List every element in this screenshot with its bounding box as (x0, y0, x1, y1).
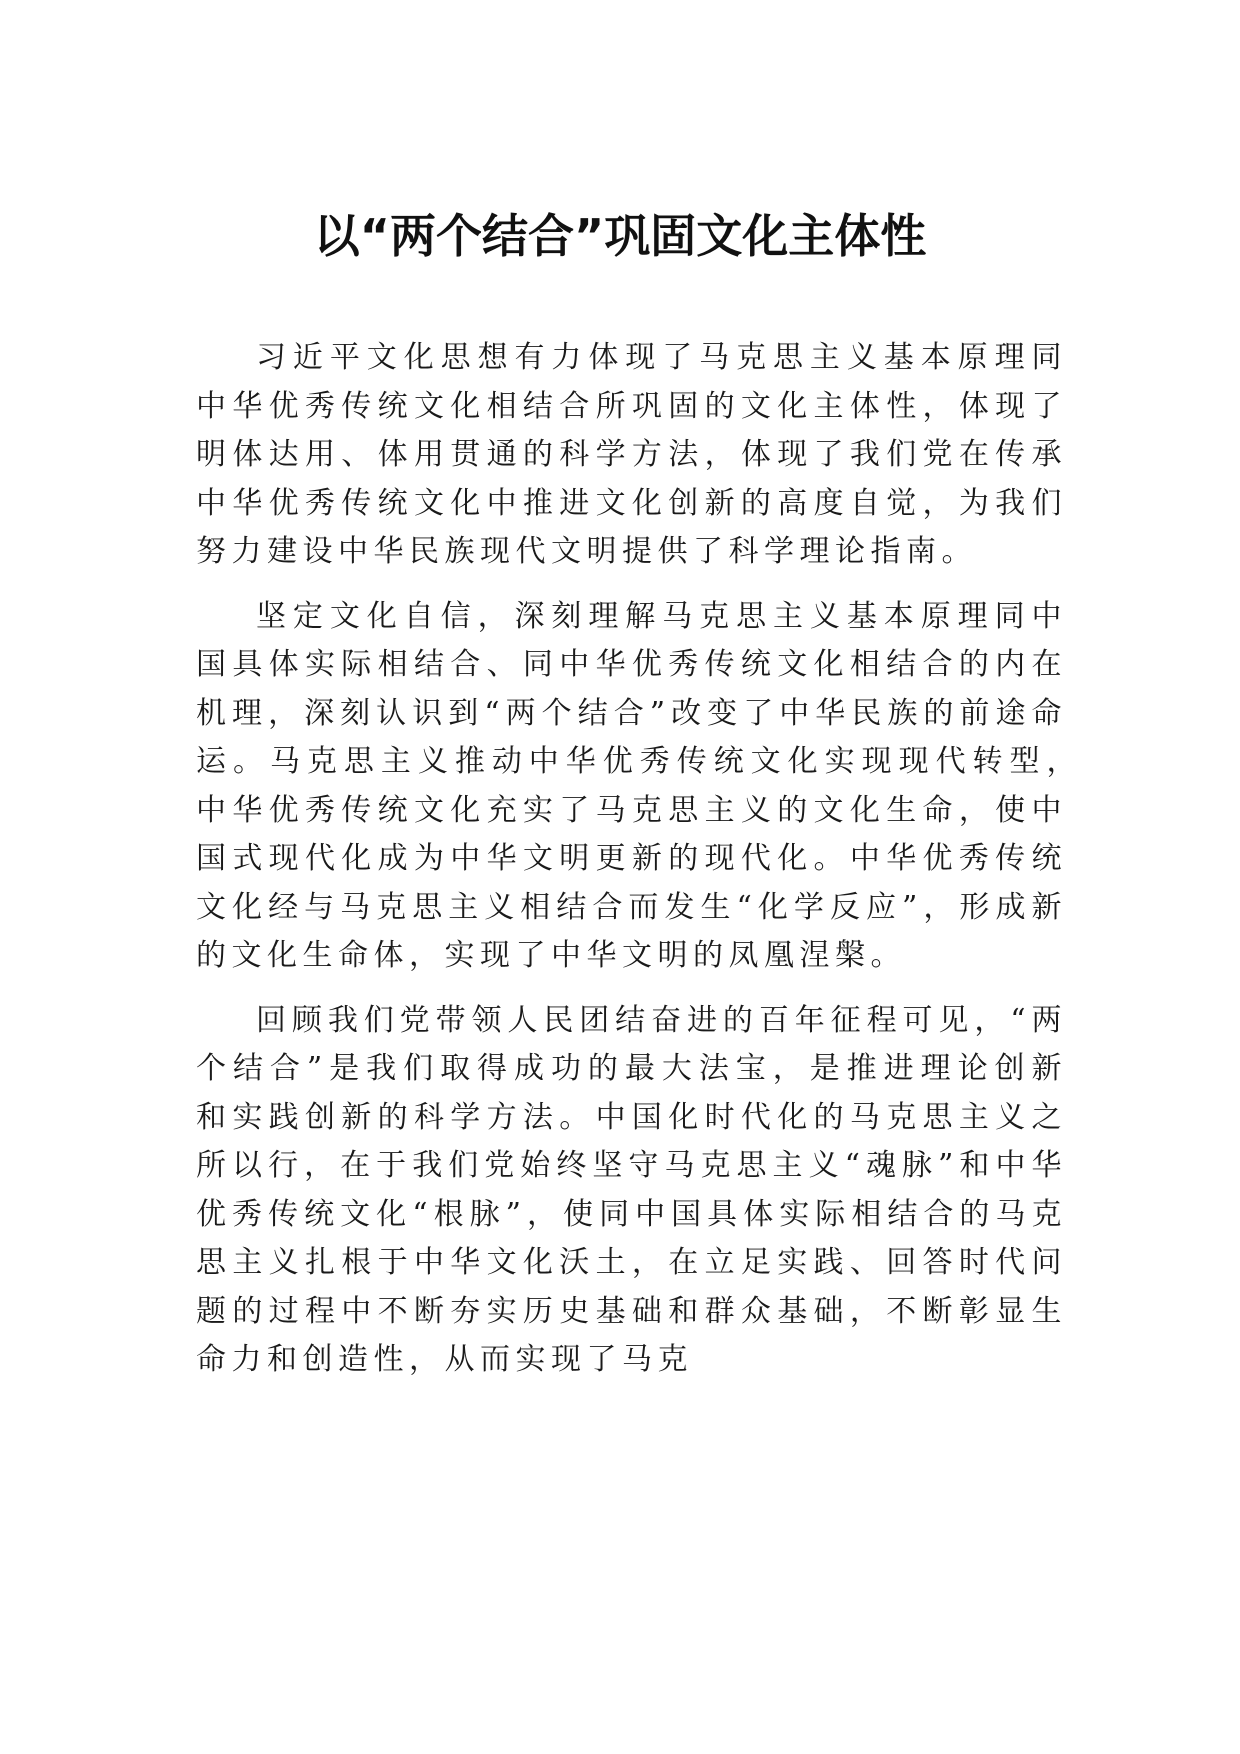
paragraph-2: 坚定文化自信，深刻理解马克思主义基本原理同中国具体实际相结合、同中华优秀传统文化相结合的内在机理，深刻认识到“两个结合”改变了中华民族的前途命运。马克思主义推动中华优秀传统文化实现现代转型， 中华优秀传统文化充实了马克思主义的文化生命，使中国式现代化成为中华文明更新的现代化。中华优秀传统文化经与马克思主义相结合而发生“化学反应”，形成新的文化生命体，实现了中华文明的凤凰涅槃。 (196, 598, 1103, 973)
paragraph-1: 习近平文化思想有力体现了马克思主义基本原理同中华优秀传统文化相结合所巩固的文化主体性，体现了明体达用、体用贯通的科学方法，体现了我们党在传承中华优秀传统文化中推进文化创新的高度自觉，为我们努力建设中华民族现代文明提供了科学理论指南。 (196, 340, 1067, 569)
document-title: 以“两个结合”巩固文化主体性 (313, 209, 927, 263)
paragraph-3: 回顾我们党带领人民团结奋进的百年征程可见，“两个结合”是我们取得成功的最大法宝，是推进理论创新和实践创新的科学方法。中国化时代化的马克思主义之所以行，在于我们党始终坚守马克思主义“魂脉”和中华优秀传统文化“根脉”，使同中国具体实际相结合的马克思主义扎根于中华文化沃土，在立足实践、回答时代问题的过程中不断夯实历史基础和群众基础，不断彰显生命力和创造性，从而实现了马克 (196, 1002, 1067, 1377)
document-body (196, 334, 1103, 1401)
